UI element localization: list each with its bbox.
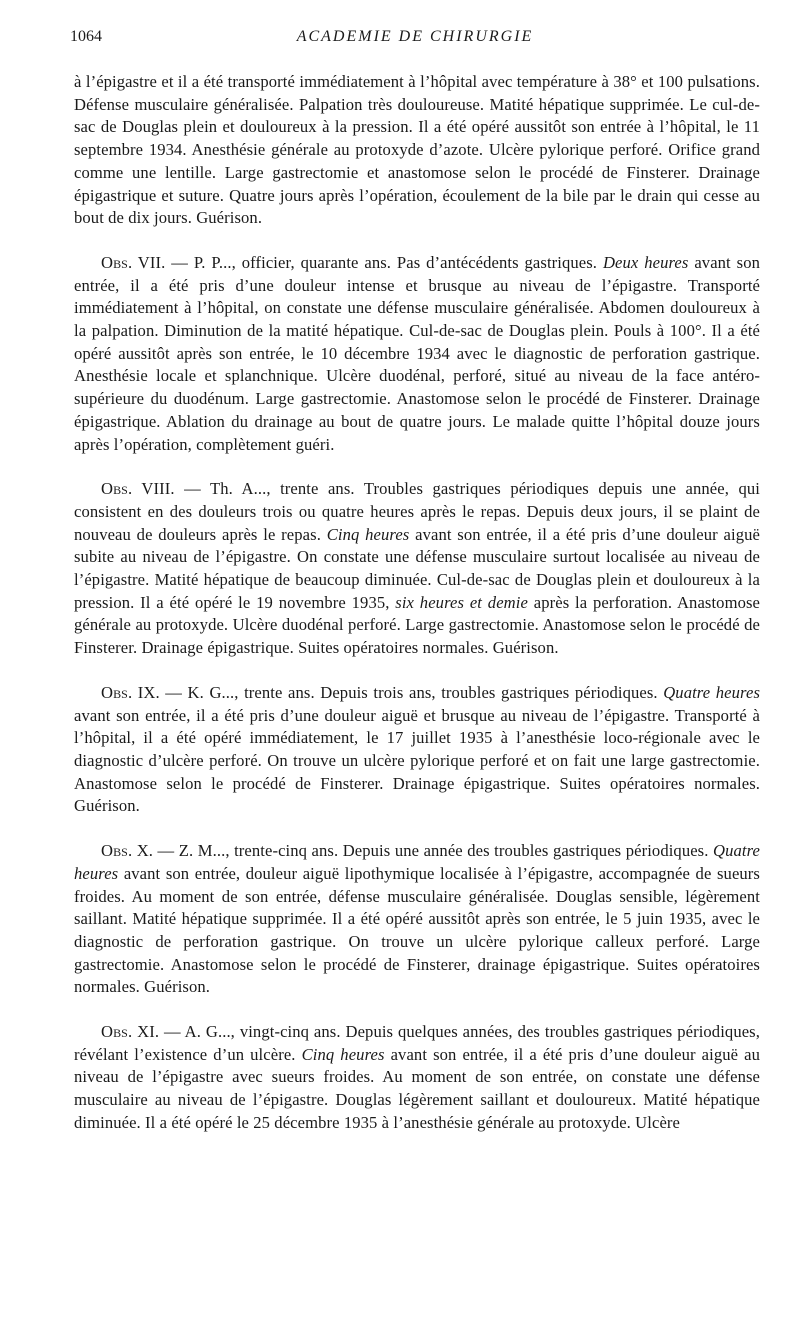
page-header <box>70 28 760 60</box>
observation-label: Obs. X. <box>101 841 154 861</box>
paragraph-continuation <box>74 71 760 230</box>
observation-text: — A. G..., vingt-cinq ans. Depuis quelques années, des troubles gastriques périodiques, révélant l’existence d’un ulcère. <box>74 1022 760 1064</box>
observation-italic: Deux heures <box>602 252 689 272</box>
observation-x <box>74 840 760 999</box>
running-title: ACADEMIE DE CHIRURGIE <box>296 28 534 45</box>
observation-label: Obs. VIII. <box>101 479 175 499</box>
observation-xi <box>74 1021 760 1135</box>
observation-ix <box>74 682 760 818</box>
observation-text: avant son entrée, il a été pris d’une douleur aiguë au niveau de l’épigastre avec sueurs froides. Au moment de son entrée, on constate une défense musculaire au niveau de l’épigastre. Douglas légèrement saillant et douloureux. Matité hépatique diminuée. Il a été opéré le 25 décembre 1935 à l’anesthésie générale au protoxyde. Ulcère <box>74 1044 761 1132</box>
observation-text: — K. G..., trente ans. Depuis trois ans, troubles gastriques périodiques. <box>159 682 664 702</box>
observation-label: Obs. VII. <box>101 252 166 272</box>
observation-text: — Th. A..., trente ans. Troubles gastriques périodiques depuis une année, qui consistent en des douleurs trois ou quatre heures après le repas. Depuis deux jours, il se plaint de nouveau de douleurs après le repas. <box>74 479 760 544</box>
observation-text: avant son entrée, il a été pris d’une douleur intense et brusque au niveau de l’épigastre. Transporté immédiatement à l’hôpital, on constate une défense musculaire généralisée. Abdomen douloureux à la palpation. Diminution de la matité hépatique. Cul-de-sac de Douglas plein. Pouls à 100°. Il a été opéré aussitôt après son entrée, le 10 décembre 1934 avec le diagnostic de perforation gastrique. Anesthésie locale et splanchnique. Ulcère duodénal, perforé, situé au niveau de la face antéro-supérieure du duodénum. Large gastrectomie. Anastomose selon le procédé de Finsterer. Drainage épigastrique. Ablation du drainage au bout de quatre jours. Le malade quitte l’hôpital douze jours après l’opération, complètement guéri. <box>74 252 760 454</box>
observation-viii <box>74 478 760 660</box>
observation-text: — Z. M..., trente-cinq ans. Depuis une année des troubles gastriques périodiques. <box>153 841 713 861</box>
observation-italic: Cinq heures <box>301 1044 385 1064</box>
observation-vii <box>74 252 760 456</box>
observation-text: — P. P..., officier, quarante ans. Pas d’antécédents gastriques. <box>165 252 603 272</box>
observation-italic: Quatre heures <box>663 682 760 702</box>
observation-label: Obs. IX. <box>101 682 160 702</box>
observation-text: avant son entrée, il a été pris d’une douleur aiguë et brusque au niveau de l’épigastre. Transporté à l’hôpital, il a été opéré immédiatement, le 17 juillet 1935 à l’anesthésie loco-régionale avec le diagnostic d’ulcère perforé. On trouve un ulcère pylorique perforé et on fait une large gastrectomie. Anastomose selon le procédé de Finsterer. Drainage épigastrique. Suites opératoires normales. Guérison. <box>74 705 760 816</box>
observation-text: avant son entrée, douleur aiguë lipothymique localisée à l’épigastre, accompagnée de sueurs froides. Au moment de son entrée, défense musculaire généralisée. Douglas sensible, légèrement saillant. Matité hépatique supprimée. Il a été opéré aussitôt après son entrée, le 5 juin 1935, avec le diagnostic de perforation gastrique. On trouve un ulcère pylorique calleux perforé. Large gastrectomie. Anastomose selon le procédé de Finsterer, drainage épigastrique. Suites opératoires normales. Guérison. <box>74 863 760 997</box>
paragraph-text: à l’épigastre et il a été transporté immédiatement à l’hôpital avec température à 38° et 100 pulsations. Défense musculaire généralisée. Palpation très douloureuse. Matité hépatique supprimée. Le cul-de-sac de Douglas plein et douloureux à la pression. Il a été opéré aussitôt son entrée à l’hôpital, le 11 septembre 1934. Anesthésie générale au protoxyde d’azote. Ulcère pylorique perforé. Orifice grand comme une lentille. Large gastrectomie et anastomose selon le procédé de Finsterer. Drainage épigastrique et suture. Quatre jours après l’opération, écoulement de la bile par le drain qui cesse au bout de dix jours. Guérison. <box>74 72 760 228</box>
observation-italic: six heures et demie <box>395 592 528 612</box>
page-number: 1064 <box>70 28 102 45</box>
observation-text: après la perforation. Anastomose générale au protoxyde. Ulcère duodénal perforé. Large gastrectomie. Anastomose selon le procédé de Finsterer. Drainage épigastrique. Suites opératoires normales. Guérison. <box>74 592 760 658</box>
observation-text: avant son entrée, il a été pris d’une douleur aiguë subite au niveau de l’épigastre. On constate une défense musculaire surtout localisée au niveau de l’épigastre. Matité hépatique de beaucoup diminuée. Cul-de-sac de Douglas plein et douloureux à la pression. Il a été opéré le 19 novembre 1935, <box>74 524 760 612</box>
observation-label: Obs. XI. <box>101 1022 160 1042</box>
observation-italic: Cinq heures <box>326 524 410 544</box>
observation-italic: Quatre heures <box>74 841 760 883</box>
page-body <box>74 71 760 1135</box>
